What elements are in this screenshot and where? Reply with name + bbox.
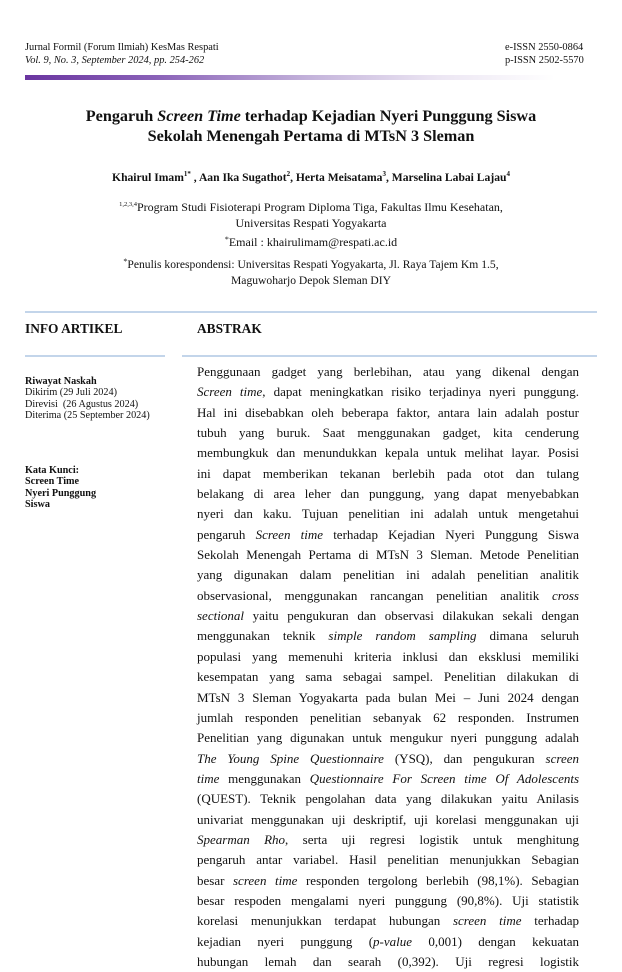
title-italic: Screen Time <box>157 107 241 125</box>
author: Aan Ika Sugathot <box>198 171 287 184</box>
abstract-text: , dapat meningkatkan risiko terjadinya nyeri punggung. <box>262 384 579 400</box>
author-list: Khairul Imam$^{1*}$ , Aan Ika Sugathot$^2$, Herta Meisatama$^3$, Marselina Labai Lajau$^4$ <box>112 170 510 184</box>
abstract-italic-term: simple random sampling <box>328 628 477 644</box>
abstract-text: terhadap <box>521 913 579 929</box>
keyword: Siswa <box>25 498 50 510</box>
abstract-line <box>197 789 579 809</box>
abstract-text: terhadap Kejadian Nyeri Punggung Siswa <box>323 526 579 542</box>
abstract-text: menggunakan teknik <box>197 628 329 644</box>
author: Khairul Imam <box>112 171 184 184</box>
abstract-text: responden tergolong berlebih (98,1%). Sebagian <box>297 872 580 888</box>
journal-name: Jurnal Formil (Forum Ilmiah) KesMas Respati <box>25 42 219 53</box>
abstract-text: membungkuk dan menundukkan kepala untuk melihat layar. Posisi <box>197 445 579 461</box>
abstract-line <box>197 708 579 728</box>
email-sup: * <box>224 235 229 244</box>
author-sup: 1* <box>183 170 191 178</box>
abstract-text: hubungan lemah dan searah (0,392). Uji regresi logistik <box>197 953 579 969</box>
email-text[interactable]: Email : khairulimam@respati.ac.id <box>228 235 398 249</box>
correspondence-line1: Penulis korespondensi: Universitas Respati Yogyakarta, Jl. Raya Tajem Km 1.5, <box>127 258 499 271</box>
abstract-line <box>197 891 579 911</box>
abstract-line <box>197 545 579 565</box>
correspondence <box>60 254 562 288</box>
abstract-text: Penggunaan gadget yang berlebihan, atau yang dikenal dengan <box>197 364 579 379</box>
journal-header-left <box>25 41 219 67</box>
abstract-text: kejadian nyeri punggung ( <box>197 933 374 949</box>
abstract-text: jumlah responden penelitian sebanyak 62 responden. Instrumen <box>197 709 579 725</box>
abstract-line <box>197 525 579 545</box>
abstract-text: besar respoden mengalami nyeri punggung (90,8%). Uji statistik <box>197 892 579 908</box>
abstract-italic-term: Questionnaire For Screen time Of Adolescents <box>309 770 580 786</box>
abstract-line <box>197 464 579 484</box>
abstract-line <box>197 504 579 524</box>
abstract-text: (QUEST). Teknik pengolahan data yang dilakukan yaitu Anilasis <box>197 791 579 807</box>
abstract-italic-term: Spearman Rho <box>197 831 286 847</box>
abstract-divider <box>182 355 597 357</box>
abstract-text: Hal ini disebabkan oleh beberapa faktor, antara lain adalah postur <box>197 404 579 420</box>
abstract-line <box>197 382 579 402</box>
abstract-line <box>197 647 579 667</box>
history-submitted: Dikirim (29 Juli 2024) <box>25 387 117 399</box>
abstract-line <box>197 749 579 769</box>
abstract-italic-term: screen time <box>452 913 522 929</box>
history-revised: Direvisi (26 Agustus 2024) <box>25 398 139 410</box>
abstract-text: MTsN 3 Sleman Yogyakarta pada bulan Mei – Juni 2024 dengan <box>197 689 579 705</box>
abstract-line <box>197 911 579 931</box>
abstract-text: besar <box>197 872 233 888</box>
abstract-line <box>197 606 579 626</box>
abstract-text: dimana seluruh <box>476 628 579 644</box>
abstract-text: menggunakan <box>219 770 310 786</box>
abstract-text: nyeri dan kaku. Tujuan penelitian ini adalah untuk mengetahui <box>197 506 579 522</box>
affiliation-sup: 1,2,3,4 <box>119 201 137 208</box>
abstract-body <box>197 362 579 972</box>
abstract-line <box>197 830 579 850</box>
author-sup: 2 <box>286 170 291 178</box>
abstract-line <box>197 728 579 748</box>
abstract-line <box>197 586 579 606</box>
abstract-text: yaitu pengukuran dan observasi dilakukan sekali dengan <box>243 608 579 624</box>
abstract-line <box>197 565 579 585</box>
history-accepted: Diterima (25 September 2024) <box>25 409 150 421</box>
abstract-italic-term: screen time <box>233 872 298 888</box>
abstract-line <box>197 871 579 891</box>
abstract-text: tubuh yang buruk. Saat menggunakan gadget, kita cenderung <box>197 425 579 441</box>
correspondence-sup: * <box>123 257 128 266</box>
abstract-italic-term: sectional <box>197 608 244 624</box>
title-line2: Sekolah Menengah Pertama di MTsN 3 Sleman <box>147 127 475 145</box>
abstract-text: korelasi menunjukkan terdapat hubungan <box>197 913 453 929</box>
abstract-line <box>197 484 579 504</box>
abstract-line <box>197 810 579 830</box>
affiliation <box>60 197 562 231</box>
abstract-text: , serta uji regresi logistik untuk menghitung <box>285 831 579 847</box>
author-sup: 4 <box>506 170 510 178</box>
affiliation-line1: Program Studi Fisioterapi Program Diploma Tiga, Fakultas Ilmu Kesehatan, <box>136 200 503 214</box>
abstract-line <box>197 952 579 972</box>
abstract-line <box>197 932 579 952</box>
abstract-italic-term: Screen time <box>197 384 263 400</box>
abstract-italic-term: cross <box>552 587 579 603</box>
abstract-line <box>197 443 579 463</box>
abstract-text: kesempatan yang sama sebagai sampel. Penelitian dilakukan di <box>197 669 579 685</box>
abstract-text: pengaruh <box>197 526 256 542</box>
article-history <box>25 376 150 421</box>
section-divider-top <box>25 311 597 313</box>
abstract-text: univariat menggunakan uji deskriptif, uji korelasi menggunakan uji <box>197 811 579 827</box>
header-accent-bar <box>25 75 555 80</box>
article-title <box>40 106 582 146</box>
author-sup: 3 <box>382 170 386 178</box>
abstract-text: populasi yang memenuhi kriteria inklusi dan eksklusi memiliki <box>197 648 579 664</box>
e-issn: e-ISSN 2550-0864 <box>505 42 584 53</box>
keyword: Screen Time <box>25 476 80 488</box>
abstract-line <box>197 403 579 423</box>
abstract-line <box>197 769 579 789</box>
abstract-italic-term: screen <box>545 750 579 766</box>
keywords-label: Kata Kunci: <box>25 465 80 476</box>
p-issn: p-ISSN 2502-5570 <box>505 55 584 66</box>
abstract-line <box>197 850 579 870</box>
affiliation-line2: Universitas Respati Yogyakarta <box>235 215 387 230</box>
email <box>60 232 562 250</box>
author: Marselina Labai Lajau <box>391 171 507 184</box>
title-part2: terhadap Kejadian Nyeri Punggung Siswa <box>240 107 537 125</box>
abstract-line <box>197 362 579 382</box>
author: Herta Meisatama <box>295 171 383 184</box>
abstract-line <box>197 688 579 708</box>
correspondence-line2: Maguwoharjo Depok Sleman DIY <box>230 273 392 287</box>
abstract-italic-term: Screen time <box>255 526 324 542</box>
abstract-line <box>197 667 579 687</box>
abstract-line <box>197 626 579 646</box>
abstract-text: belakang di area leher dan punggung, yang dapat menyebabkan <box>197 486 579 502</box>
abstract-italic-term: p-value <box>373 933 413 949</box>
abstract-text: Sekolah Menengah Pertama di MTsN 3 Sleman. Metode Penelitian <box>197 547 579 563</box>
info-artikel-heading: INFO ARTIKEL <box>25 321 123 336</box>
abstract-italic-term: time <box>197 770 220 786</box>
keywords <box>25 465 96 510</box>
abstract-line <box>197 423 579 443</box>
history-label: Riwayat Naskah <box>25 376 97 387</box>
abstract-text: Penelitian yang digunakan untuk mengukur nyeri punggung adalah <box>197 730 579 746</box>
title-part1: Pengaruh <box>85 107 158 125</box>
abstract-text: 0,001) dengan kekuatan <box>412 933 580 949</box>
volume-info: Vol. 9, No. 3, September 2024, pp. 254-262 <box>25 55 205 66</box>
journal-header-right <box>505 41 584 67</box>
abstract-text: observasional, menggunakan rancangan penelitian analitik <box>197 587 553 603</box>
keyword: Nyeri Punggung <box>25 487 97 499</box>
info-divider <box>25 355 165 357</box>
abstrak-heading: ABSTRAK <box>197 321 262 336</box>
abstract-text: ini dapat memberikan tekanan berlebih pada otot dan tulang <box>197 465 579 481</box>
abstract-text: (YSQ), dan pengukuran <box>383 750 546 766</box>
abstract-text: yang digunakan dalam penelitian ini adalah penelitian analitik <box>197 567 579 583</box>
abstract-italic-term: The Young Spine Questionnaire <box>197 750 384 766</box>
abstract-text: pengaruh antar variabel. Hasil penelitian menunjukkan Sebagian <box>197 852 579 868</box>
